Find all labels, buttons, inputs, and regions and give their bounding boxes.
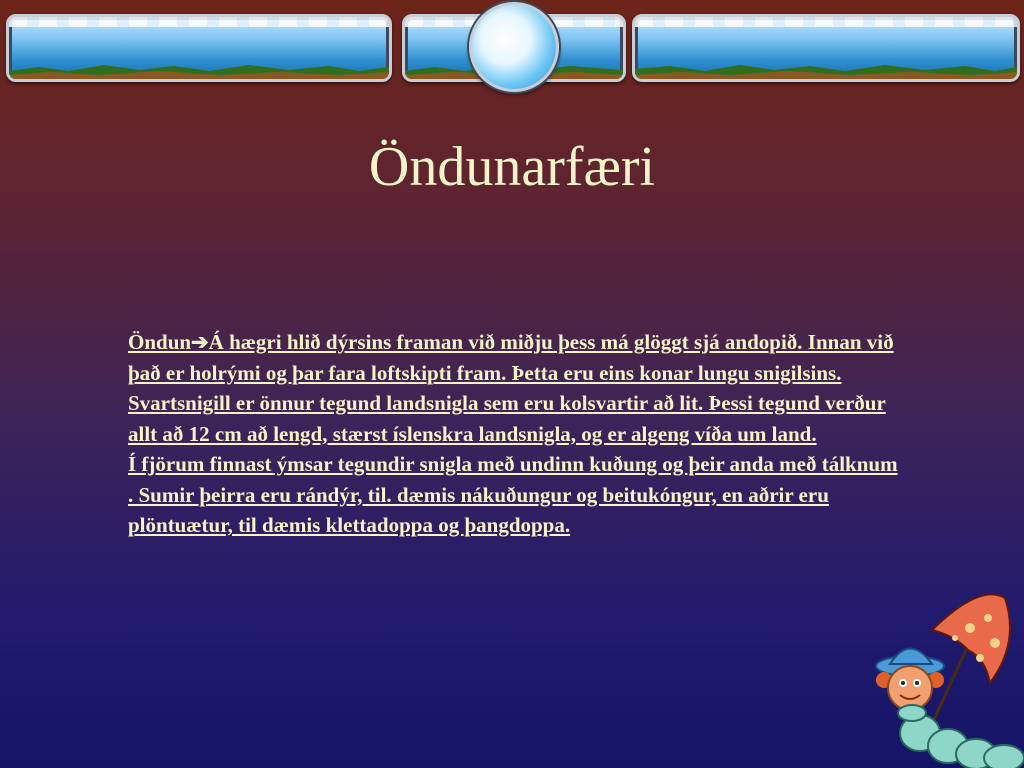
paragraph-sea-snails: Í fjörum finnast ýmsar tegundir snigla með undinn kuðung og þeir anda með tálknum . Sumir þeirra eru rándýr, til. dæmis nákuðungur og beitukóngur, en aðrir eru plöntuætur, til dæmis klettadoppa og þangdoppa. — [128, 452, 898, 537]
landscape-icon — [635, 57, 1017, 79]
paragraph-breathing: Öndun➔Á hægri hlið dýrsins framan við miðju þess má glöggt sjá andopið. Innan við það er holrými og þar fara loftskipti fram. Þetta eru eins konar lungu snigilsins. — [128, 330, 894, 385]
caterpillar-with-umbrella-icon — [870, 588, 1024, 768]
globe-icon — [469, 2, 559, 92]
snow-strip — [9, 17, 389, 27]
header-banner-right — [632, 14, 1020, 82]
landscape-icon — [9, 57, 389, 79]
slide-body — [128, 327, 898, 541]
paragraph-black-slug: Svartsnigill er önnur tegund landsnigla sem eru kolsvartir að lit. Þessi tegund verður allt að 12 cm að lengd, stærst íslenskra landsnigla, og er algeng víða um land. — [128, 391, 886, 446]
slide-title: Öndunarfæri — [368, 136, 656, 198]
snow-strip — [635, 17, 1017, 27]
header-banner-left — [6, 14, 392, 82]
